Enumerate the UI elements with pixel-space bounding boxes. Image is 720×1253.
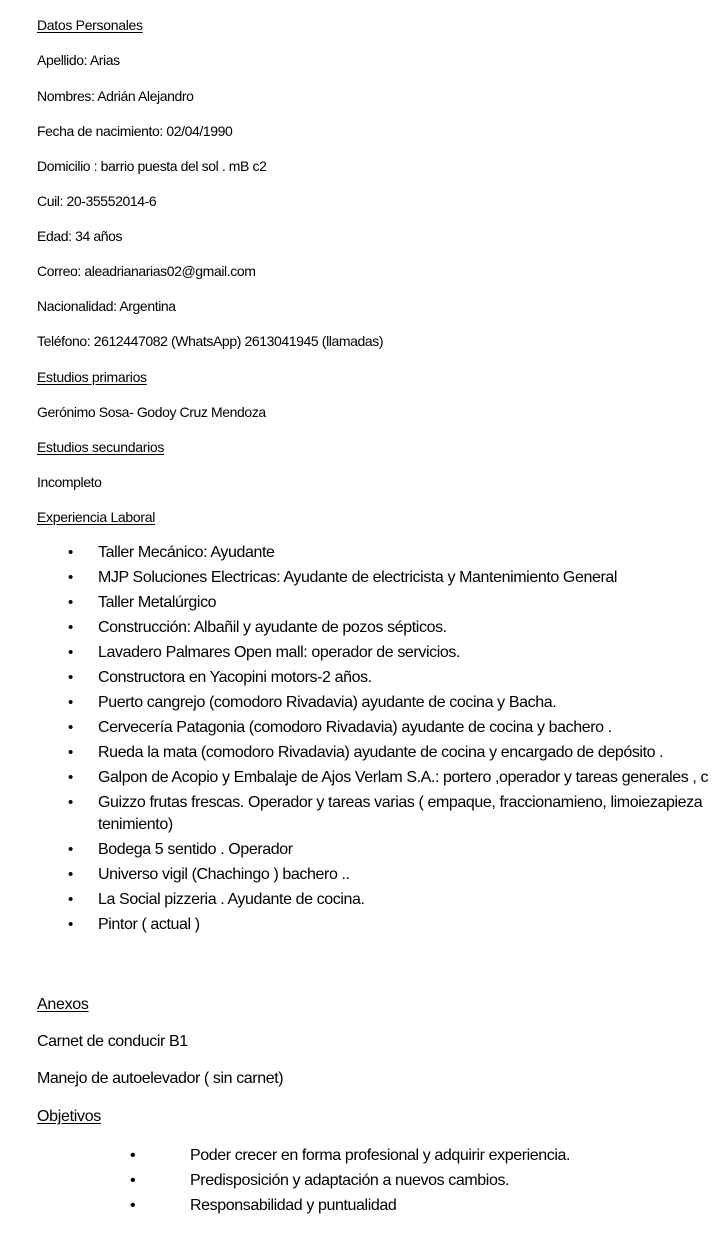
section-heading-experiencia-laboral: Experiencia Laboral: [37, 509, 156, 525]
bullet-icon: •: [68, 866, 73, 883]
list-item-text: La Social pizzeria . Ayudante de cocina.: [98, 891, 365, 908]
list-item-text: Pintor ( actual ): [98, 916, 200, 933]
list-item-text: Lavadero Palmares Open mall: operador de servicios.: [98, 644, 461, 661]
list-item: [0, 742, 720, 767]
field-nacionalidad: Nacionalidad: Argentina: [37, 298, 176, 314]
list-item-text: MJP Soluciones Electricas: Ayudante de electricista y Mantenimiento General: [98, 569, 618, 586]
list-item: [0, 914, 720, 939]
list-item: [0, 592, 720, 617]
list-item: [0, 1195, 720, 1220]
estudios-secundarios-text: Incompleto: [37, 474, 102, 490]
section-heading-estudios-primarios: Estudios primarios: [37, 369, 147, 385]
bullet-icon: •: [68, 544, 73, 561]
anexo-item: Carnet de conducir B1: [37, 1033, 188, 1050]
list-item: [0, 667, 720, 692]
list-item: [0, 542, 720, 567]
list-item: [0, 767, 720, 792]
list-item-text: Poder crecer en forma profesional y adquirir experiencia.: [190, 1147, 571, 1164]
bullet-icon: •: [68, 769, 73, 786]
list-item-text: Cervecería Patagonia (comodoro Rivadavia) ayudante de cocina y bachero .: [98, 719, 612, 736]
list-item: [0, 717, 720, 742]
bullet-icon: •: [68, 644, 73, 661]
list-item: [0, 792, 720, 839]
experience-list: [0, 542, 720, 939]
section-heading-objetivos: Objetivos: [37, 1108, 101, 1125]
list-item-text: Constructora en Yacopini motors-2 años.: [98, 669, 372, 686]
list-item-text-continuation: tenimiento): [98, 816, 173, 833]
list-item-text: Rueda la mata (comodoro Rivadavia) ayudante de cocina y encargado de depósito .: [98, 744, 664, 761]
bullet-icon: •: [130, 1197, 136, 1214]
anexo-item: Manejo de autoelevador ( sin carnet): [37, 1070, 284, 1087]
list-item: [0, 839, 720, 864]
list-item: [0, 642, 720, 667]
bullet-icon: •: [68, 694, 73, 711]
list-item-text: Bodega 5 sentido . Operador: [98, 841, 293, 858]
bullet-icon: •: [68, 594, 73, 611]
field-apellido: Apellido: Arias: [37, 52, 120, 68]
field-correo: Correo: aleadrianarias02@gmail.com: [37, 263, 256, 279]
bullet-icon: •: [130, 1172, 136, 1189]
bullet-icon: •: [68, 841, 73, 858]
field-domicilio: Domicilio : barrio puesta del sol . mB c2: [37, 158, 267, 174]
bullet-icon: •: [68, 744, 73, 761]
field-edad: Edad: 34 años: [37, 228, 123, 244]
field-cuil: Cuil: 20-35552014-6: [37, 193, 157, 209]
list-item: [0, 692, 720, 717]
bullet-icon: •: [68, 719, 73, 736]
list-item: [0, 617, 720, 642]
list-item-text: Predisposición y adaptación a nuevos cambios.: [190, 1172, 510, 1189]
bullet-icon: •: [130, 1147, 136, 1164]
list-item: [0, 1145, 720, 1170]
list-item: [0, 1170, 720, 1195]
list-item-text: Taller Metalúrgico: [98, 594, 217, 611]
list-item: [0, 567, 720, 592]
list-item-text: Universo vigil (Chachingo ) bachero ..: [98, 866, 350, 883]
list-item-text: Construcción: Albañil y ayudante de pozos sépticos.: [98, 619, 447, 636]
bullet-icon: •: [68, 891, 73, 908]
bullet-icon: •: [68, 794, 73, 811]
objectives-list: [0, 1145, 720, 1220]
list-item-text: Puerto cangrejo (comodoro Rivadavia) ayudante de cocina y Bacha.: [98, 694, 557, 711]
list-item: [0, 889, 720, 914]
list-item-text: Responsabilidad y puntualidad: [190, 1197, 397, 1214]
bullet-icon: •: [68, 569, 73, 586]
list-item: [0, 864, 720, 889]
section-heading-anexos: Anexos: [37, 996, 89, 1013]
list-item-text: Galpon de Acopio y Embalaje de Ajos Verlam S.A.: portero ,operador y tareas generales , c: [98, 769, 709, 786]
list-item-text: Guizzo frutas frescas. Operador y tareas varias ( empaque, fraccionamieno, limoiezapieza: [98, 794, 703, 811]
section-heading-estudios-secundarios: Estudios secundarios: [37, 439, 165, 455]
bullet-icon: •: [68, 669, 73, 686]
section-heading-datos-personales: Datos Personales: [37, 17, 143, 33]
field-fecha-nacimiento: Fecha de nacimiento: 02/04/1990: [37, 123, 233, 139]
bullet-icon: •: [68, 916, 73, 933]
bullet-icon: •: [68, 619, 73, 636]
estudios-primarios-text: Gerónimo Sosa- Godoy Cruz Mendoza: [37, 404, 266, 420]
list-item-text: Taller Mecánico: Ayudante: [98, 544, 275, 561]
field-telefono: Teléfono: 2612447082 (WhatsApp) 2613041945 (llamadas): [37, 333, 384, 349]
field-nombres: Nombres: Adrián Alejandro: [37, 88, 194, 104]
